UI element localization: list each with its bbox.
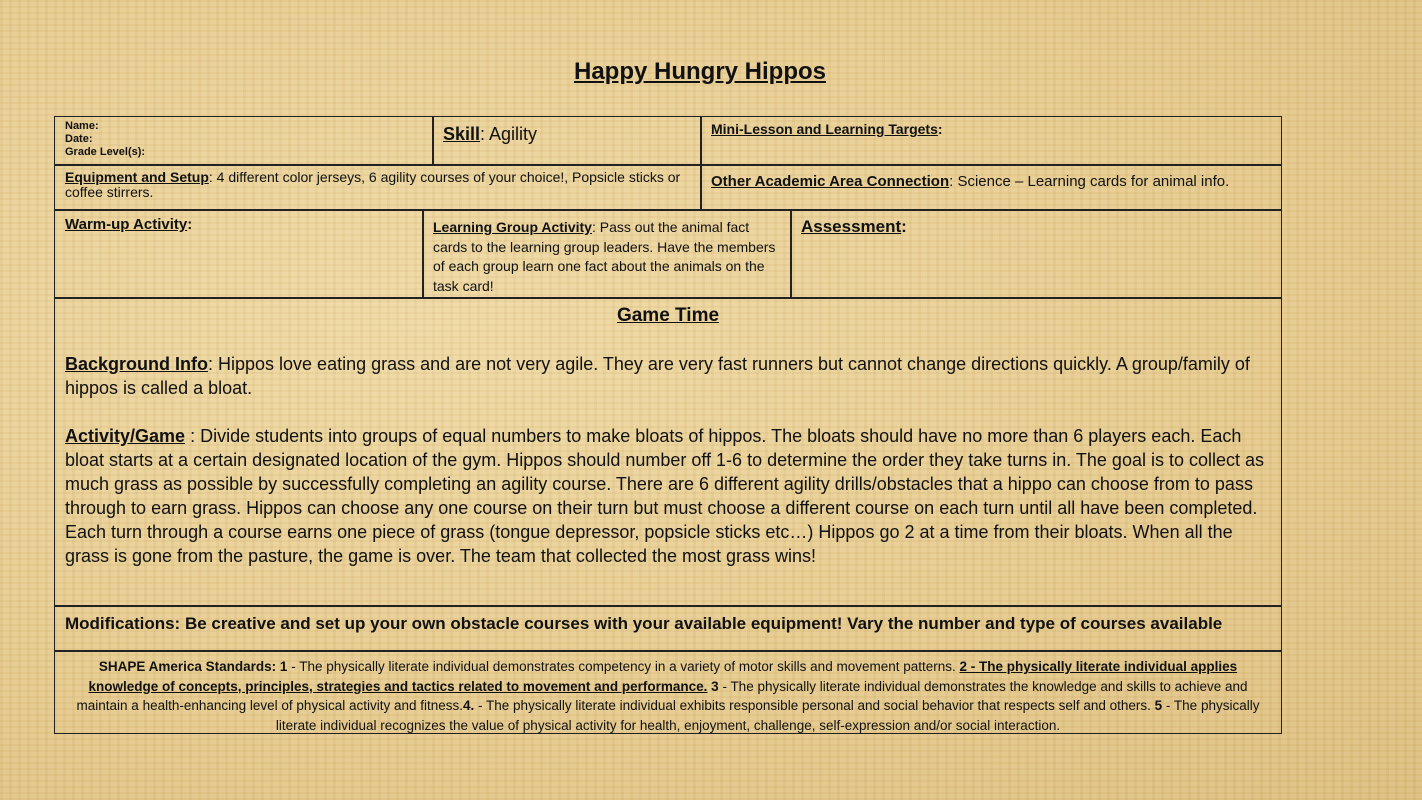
warmup-cell	[54, 209, 424, 299]
standard-5: - The physically literate individual recognizes the value of physical activity for health, enjoyment, challenge, self-expression and/or social interaction.	[275, 698, 1260, 733]
standard-3-number: 3	[707, 678, 719, 694]
warmup-label: Warm-up Activity	[65, 216, 188, 233]
assessment-label: Assessment	[801, 217, 902, 236]
activity-game	[65, 424, 1271, 568]
background-info	[65, 352, 1271, 400]
standards-lead: SHAPE America Standards: 1	[98, 659, 288, 674]
equipment-text: : 4 different color jerseys, 6 agility courses of your choice!, Popsicle sticks or coffee stirrers.	[65, 169, 681, 200]
name-date-grade-cell	[54, 116, 434, 166]
learning-group-text: : Pass out the animal fact cards to the learning group leaders. Have the members of each group learn one fact about the animals on the task card!	[433, 219, 776, 294]
equipment-cell	[54, 164, 702, 211]
activity-game-text: : Divide students into groups of equal numbers to make bloats of hippos. The bloats should have no more than 6 players each. Each bloat starts at a certain designated location of the gym. Hippos should number off 1-6 to determine the order they take turns in. The goal is to collect as much grass as possible by successfully completing an agility course. There are 6 different agility drills/obstacles that a hippo can choose from to pass through to earn grass. Hippos can choose any one course on their turn but must choose a different course on each turn until all have been completed. Each turn through a course earns one piece of grass (tongue depressor, popsicle sticks etc…) Hippos go 2 at a time from their bloats. When all the grass is gone from the pasture, the game is over. The team that collected the most grass wins!	[65, 426, 1265, 566]
equipment-label: Equipment and Setup	[65, 169, 209, 185]
background-info-label: Background Info	[65, 354, 208, 374]
date-label: Date:	[65, 133, 93, 145]
standards-cell	[54, 650, 1282, 734]
standard-2: 2 - The physically literate individual applies knowledge of concepts, principles, strategies and tactics related to movement and performance.	[88, 659, 1238, 694]
standards-text	[63, 657, 1273, 735]
academic-connection-cell	[700, 164, 1282, 211]
standard-4: - The physically literate individual exhibits responsible personal and social behavior that respects self and others.	[474, 698, 1155, 713]
standard-3: - The physically literate individual demonstrates the knowledge and skills to achieve and maintain a health-enhancing level of physical activity and fitness.	[76, 678, 1248, 713]
mini-lesson-label: Mini-Lesson and Learning Targets	[711, 121, 938, 137]
modifications-text: Modifications: Be creative and set up your own obstacle courses with your available equipment! Vary the number and type of courses available	[65, 614, 1223, 633]
skill-label: Skill	[443, 124, 481, 144]
academic-connection-label: Other Academic Area Connection	[711, 173, 950, 190]
assessment-cell	[790, 209, 1282, 299]
academic-connection-text: : Science – Learning cards for animal info.	[949, 173, 1230, 190]
activity-game-label: Activity/Game	[65, 426, 186, 446]
background-info-text: : Hippos love eating grass and are not very agile. They are very fast runners but cannot change directions quickly. A group/family of hippos is called a bloat.	[65, 354, 1250, 398]
assessment-colon: :	[901, 217, 907, 236]
mini-lesson-colon: :	[937, 121, 943, 137]
grade-level-label: Grade Level(s):	[65, 146, 146, 158]
document-title: Happy Hungry Hippos	[573, 58, 826, 85]
game-time-heading: Game Time	[616, 305, 720, 326]
standard-1: - The physically literate individual demonstrates competency in a variety of motor skills and movement patterns.	[287, 659, 960, 674]
warmup-colon: :	[187, 216, 193, 233]
standard-5-number: 5	[1154, 698, 1163, 713]
learning-group-label: Learning Group Activity	[433, 219, 592, 235]
skill-value: : Agility	[480, 124, 538, 144]
game-time-cell	[54, 297, 1282, 607]
skill-cell	[432, 116, 702, 166]
mini-lesson-cell	[700, 116, 1282, 166]
learning-group-cell	[422, 209, 792, 299]
modifications-cell	[54, 605, 1282, 652]
standard-4-number: 4.	[463, 698, 475, 713]
name-label: Name:	[65, 120, 99, 132]
